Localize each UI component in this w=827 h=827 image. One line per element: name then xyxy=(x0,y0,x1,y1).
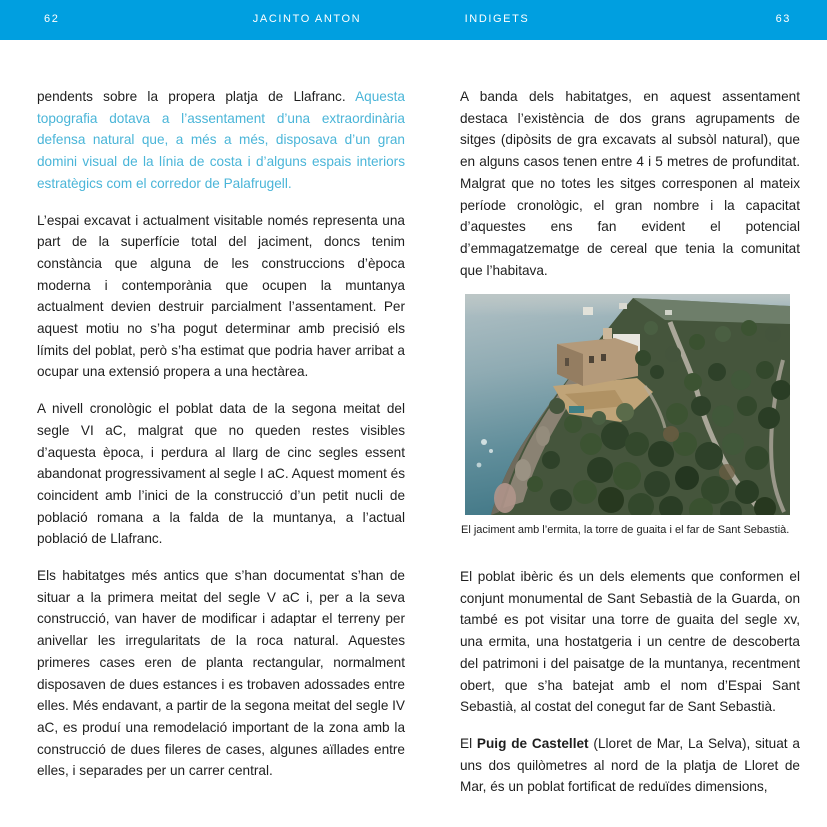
distant-white-house-3 xyxy=(665,310,672,315)
cistern-pool xyxy=(569,406,584,413)
puig-bold-name: Puig de Castellet xyxy=(476,736,589,751)
right-page-paragraph-silos xyxy=(460,86,800,281)
paragraph-monument-text: El poblat ibèric és un dels elements que conformen el conjunt monumental de Sant Sebastià de la Guarda, on també es pot visitar una torre de guaita del segle xv, una ermita, una hostatgeria i un centre de descoberta del patrimoni i del paisatge de la muntanya, recentment obert, que s’ha batejat amb el nom d’Espai Sant Sebastià, al costat del conegut far de Sant Sebastià. xyxy=(460,569,800,715)
sea-foam xyxy=(481,439,487,445)
distant-white-house xyxy=(583,307,593,315)
paragraph-excavated-space: L’espai excavat i actualment visitable només representa una part de la superfície total del jaciment, doncs tenim constància que alguna de les construccions d’època moderna i contemporània que ocupen la muntanya actualment devien destruir parcialment l’assentament. Per aquest motiu no s’ha pogut determinar amb precisió els límits del poblat, però s’ha estimat que podria haver arribat a ocupar una extensió propera a una hectàrea. xyxy=(37,212,405,380)
sea-foam-3 xyxy=(477,463,482,468)
gray-rock xyxy=(515,459,531,481)
window-2 xyxy=(601,354,606,361)
distant-white-house-2 xyxy=(619,303,627,309)
paragraph-dwellings: Els habitatges més antics que s’han documentat s’han de situar a la primera meitat del segle V aC i, per a la seva construcció, van haver de modificar i adaptar el terreny per anivellar les irregularitats de la roca natural. Aquestes primeres cases eren de planta rectangular, normalment disposaven de dues estances i es trobaven adossades entre elles. Més endavant, a partir de la segona meitat del segle IV aC, es produí una remodelació important de la zona amb la construcció de dues fileres de cases, algunes aïllades entre elles, i separades per un carrer central. xyxy=(37,568,406,779)
running-head-bar xyxy=(0,0,827,40)
right-page-paragraph-puig-de-castellet xyxy=(460,733,800,798)
aerial-photo-graphic xyxy=(465,294,790,515)
paragraph-puig-text xyxy=(460,733,800,798)
left-page-text-column xyxy=(37,86,405,797)
photo-caption: El jaciment amb l’ermita, la torre de guaita i el far de Sant Sebastià. xyxy=(461,524,790,536)
puig-rest: (Lloret de Mar, La Selva), situat a uns dos quilòmetres al nord de la platja de Lloret de Mar, és un poblat fortificat de reduïdes dimensions, xyxy=(460,736,800,795)
running-head-author: JACINTO ANTON xyxy=(252,13,362,25)
right-page-paragraph-monument xyxy=(460,566,800,718)
paragraph-topography xyxy=(37,86,405,195)
puig-prefix: El xyxy=(460,736,477,751)
doorway xyxy=(565,358,569,366)
window xyxy=(589,356,594,363)
pink-rock xyxy=(494,483,516,513)
paragraph-silos-text: A banda dels habitatges, en aquest assentament destaca l’existència de dos grans agrupaments de sitges (dipòsits de gra excavats al subsòl natural), que en alguns casos tenen entre 4 i 5 metres de profunditat. Malgrat que no totes les sitges corresponen al mateix període cronològic, el gran nombre i la capacitat d’aquestes ens fan evident el potencial d’emmagatzematge de cereal que tenia la comunitat que l’habitava. xyxy=(460,89,800,278)
page-number-left: 62 xyxy=(44,13,60,25)
tower xyxy=(603,328,612,339)
page-number-right: 63 xyxy=(775,13,791,25)
aerial-photo-sant-sebastia xyxy=(465,294,790,515)
paragraph-topography-black: pendents sobre la propera platja de Llafranc. xyxy=(37,89,356,104)
paragraph-chronology: A nivell cronològic el poblat data de la segona meitat del segle VI aC, malgrat que no queden restes visibles d’aquesta època, i perdura al llarg de cinc segles essent abandonat progressivament al segle I aC. Aquest moment és coincident amb l’inici de la construcció d’un petit nucli de població romana a la falda de la muntanya, a l’actual població de Llafranc. xyxy=(37,401,405,547)
paragraph-topography-highlight: Aquesta topografia dotava a l’assentament d’una extraordinària defensa natural que, a més a més, disposava d’un gran domini visual de la línia de costa i d’alguns espais interiors estratègics com el corredor de Palafrugell. xyxy=(37,89,405,191)
gray-rock-2 xyxy=(536,426,550,446)
sea-foam-2 xyxy=(489,449,493,453)
running-head-title: INDIGETS xyxy=(464,13,530,25)
